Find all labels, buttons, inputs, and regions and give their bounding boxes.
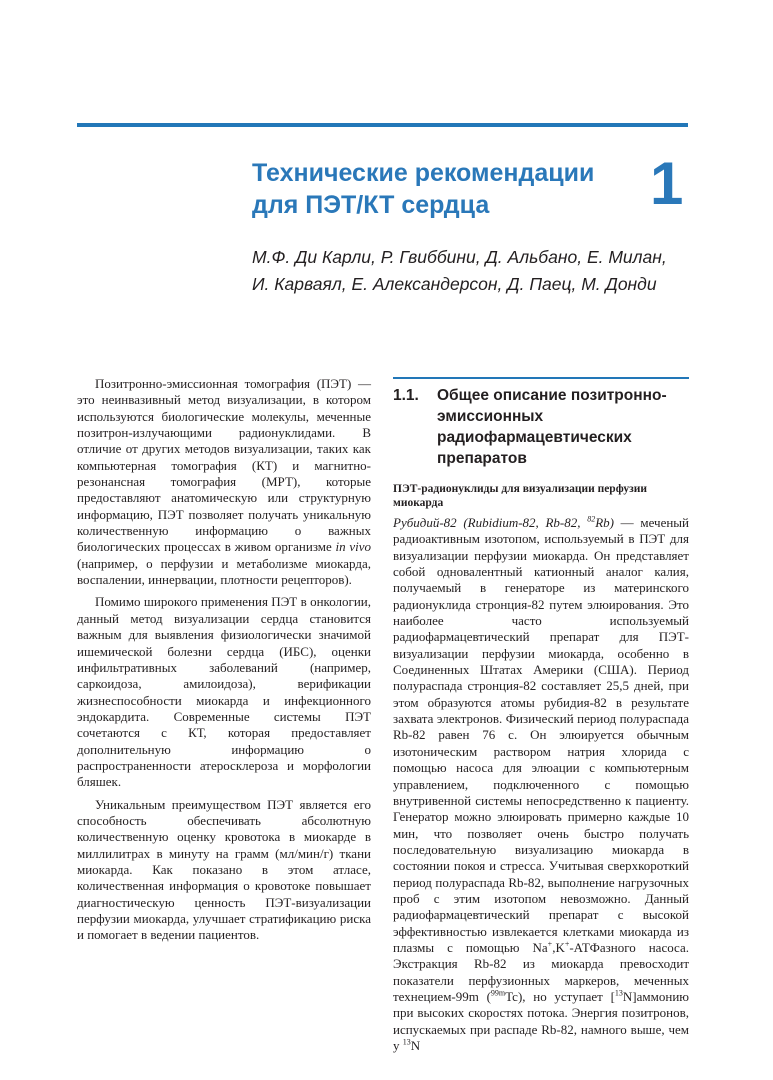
body-text-4: Tc), но уступает [	[505, 988, 615, 1004]
chapter-title	[252, 157, 632, 221]
body-text-2: ,K	[552, 939, 565, 955]
sup-plus-2: +	[564, 939, 570, 949]
body-text-5: N]аммонию при высоких скоростях потока. Энергия позитронов, испускаемых при распаде Rb-82, намного выше, чем у	[393, 988, 689, 1053]
body-text-3: -АТФазного насоса. Экстракция Rb-82 из миокарда превосходит показатели перфузионных маркеров, меченных технецием-99m (	[393, 939, 689, 1004]
sup-13-a: 13	[614, 988, 623, 998]
top-rule	[77, 123, 688, 127]
sup-99m: 99m	[490, 988, 506, 998]
left-column	[77, 376, 371, 944]
lead-text: Рубидий-82 (Rubidium-82, Rb-82,	[393, 515, 588, 530]
subheading: ПЭТ-радионуклиды для визуализации перфузии миокарда	[393, 483, 647, 509]
paragraph-1-tail: (например, о перфузии и метаболизме миокарда, воспалении, иннервации, плотности рецепторов).	[77, 555, 371, 588]
sup-13-b: 13	[402, 1037, 411, 1047]
rubidium-paragraph	[393, 515, 689, 1054]
right-column	[393, 515, 689, 1054]
paragraph-3: Уникальным преимуществом ПЭТ является его способность обеспечивать абсолютную количественную оценку кровотока в миокарде в миллилитрах в минуту на грамм (мл/мин/г) ткани миокарда. Как показано в этом атласе, количественная информация о кровотоке повышает диагностическую ценность ПЭТ-визуализации перфузии миокарда, улучшает стратификацию риска и помогает в ведении пациентов.	[77, 796, 371, 943]
paragraph-2: Помимо широкого применения ПЭТ в онкологии, данный метод визуализации сердца становится важным для выявления физиологически значимой ишемической болезни сердца (ИБС), оценки инфильтративных заболеваний (например, саркоидоза, амилоидоза), верификации жизнеспособности миокарда и инфекционного эндокардита. Современные системы ПЭТ сочетаются с КТ, которая предоставляет дополнительную информацию о распространенности атеросклероза и морфологии бляшек.	[77, 594, 371, 790]
paragraph-1	[77, 376, 371, 588]
lead-end: Rb)	[595, 515, 614, 530]
section-number: 1.1.	[393, 387, 419, 404]
section-title: Общее описание позитронно-эмиссионных радиофармацевтических препаратов	[437, 387, 667, 467]
paragraph-1-text: Позитронно-эмиссионная томография (ПЭТ) — это неинвазивный метод визуализации, в котором используются биологические молекулы, меченные позитрон-излучающими радионуклидами. В отличие от других методов визуализации, таких как компьютерная томография (КТ) и магнитно-резонансная томография (МРТ), которые предоставляют анатомическую или структурную информацию, ПЭТ позволяет получать уникальную количественную информацию о важных биологических процессах в живом организме	[77, 376, 371, 555]
authors	[252, 244, 692, 298]
section-rule	[393, 377, 689, 379]
lead-sup: 82	[587, 514, 596, 524]
sup-plus-1: +	[547, 939, 553, 949]
authors-line2: И. Карваял, Е. Александерсон, Д. Паец, М. Донди	[252, 274, 657, 294]
in-vivo-italic: in vivo	[335, 539, 372, 555]
chapter-title-line1: Технические рекомендации	[252, 159, 595, 187]
rubidium-lead	[393, 515, 614, 530]
body-text-1: — меченый радиоактивным изотопом, используемый в ПЭТ для визуализации перфузии миокарда. Он представляет собой одновалентный катионный аналог калия, получаемый в генераторе из материнского радионуклида стронция-82 путем элюирования. Это наиболее часто используемый радиофармацевтический препарат для ПЭТ-визуализации перфузии миокарда, особенно в Соединенных Штатах Америки (США). Период полураспада стронция-82 составляет 25,5 дней, при этом образуются атомы рубидия-82 в результате захвата электронов. Физический период полураспада Rb-82 равен 76 с. Он элюируется обычным изотоническим раствором натрия хлорида с помощью насоса для элюации с компьютерным управлением, подключенного с помощью внутривенной системы непосредственно к пациенту. Генератор можно элюировать примерно каждые 10 мин, что позволяет очень быстро получать последовательную визуализацию миокарда в состоянии покоя и стресса. Учитывая сверхкороткий период полураспада Rb-82, выполнение нагрузочных проб с этим изотопом невозможно. Данный радиофармацевтический препарат с высокой эффективностью извлекается клетками миокарда из плазмы с помощью Na	[393, 515, 689, 955]
chapter-title-line2: для ПЭТ/КТ сердца	[252, 191, 490, 219]
body-text-6: N	[410, 1038, 421, 1053]
authors-line1: М.Ф. Ди Карли, Р. Гвиббини, Д. Альбано, Е. Милан,	[252, 247, 667, 267]
chapter-number: 1	[650, 150, 684, 217]
